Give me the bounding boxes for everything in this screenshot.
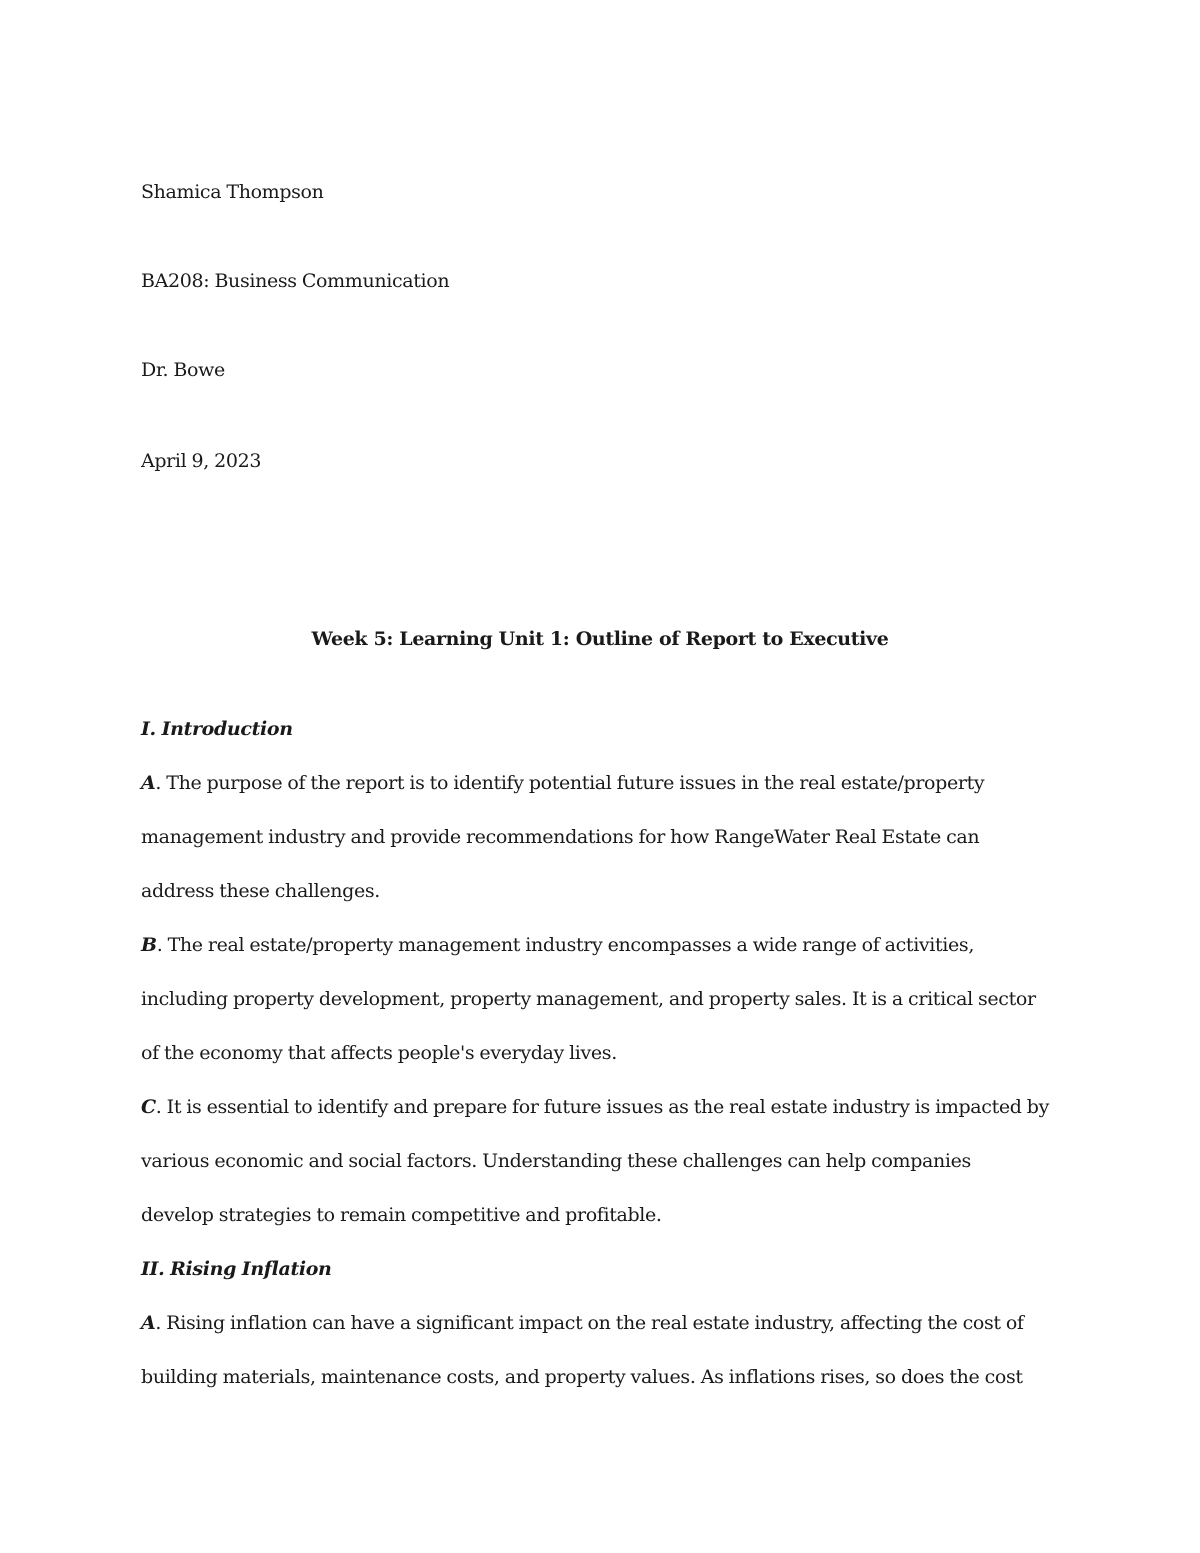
paragraph-text: . The real estate/property management industry encompasses a wide range of activities,	[156, 934, 975, 956]
paragraph-line	[141, 770, 984, 796]
item-label: A	[141, 772, 156, 794]
item-label: A	[141, 1312, 156, 1334]
paragraph-line: including property development, property management, and property sales. It is a critical sector	[141, 988, 1036, 1010]
section-heading-introduction: I. Introduction	[141, 718, 293, 740]
document-date: April 9, 2023	[141, 450, 262, 472]
paragraph-line: various economic and social factors. Understanding these challenges can help companies	[141, 1150, 971, 1172]
paragraph-line: management industry and provide recommendations for how RangeWater Real Estate can	[141, 826, 980, 848]
author-name: Shamica Thompson	[141, 181, 324, 203]
paragraph-line: building materials, maintenance costs, and property values. As inflations rises, so does the cost	[141, 1366, 1023, 1388]
paragraph-text: . Rising inflation can have a significant impact on the real estate industry, affecting the cost of	[155, 1312, 1024, 1334]
section-heading-rising-inflation: II. Rising Inflation	[141, 1258, 332, 1280]
paragraph-line	[141, 932, 974, 958]
document-title: Week 5: Learning Unit 1: Outline of Report to Executive	[311, 628, 889, 650]
course-name: BA208: Business Communication	[141, 270, 450, 292]
paragraph-text: . The purpose of the report is to identify potential future issues in the real estate/property	[155, 772, 985, 794]
paragraph-line: of the economy that affects people's everyday lives.	[141, 1042, 617, 1064]
item-label: B	[141, 934, 157, 956]
paragraph-line: address these challenges.	[141, 880, 380, 902]
paragraph-line	[141, 1310, 1024, 1336]
instructor-name: Dr. Bowe	[141, 359, 225, 381]
paragraph-line	[141, 1094, 1049, 1120]
item-label: C	[141, 1096, 156, 1118]
paragraph-line: develop strategies to remain competitive and profitable.	[141, 1204, 662, 1226]
paragraph-text: . It is essential to identify and prepare for future issues as the real estate industry is impacted by	[155, 1096, 1049, 1118]
